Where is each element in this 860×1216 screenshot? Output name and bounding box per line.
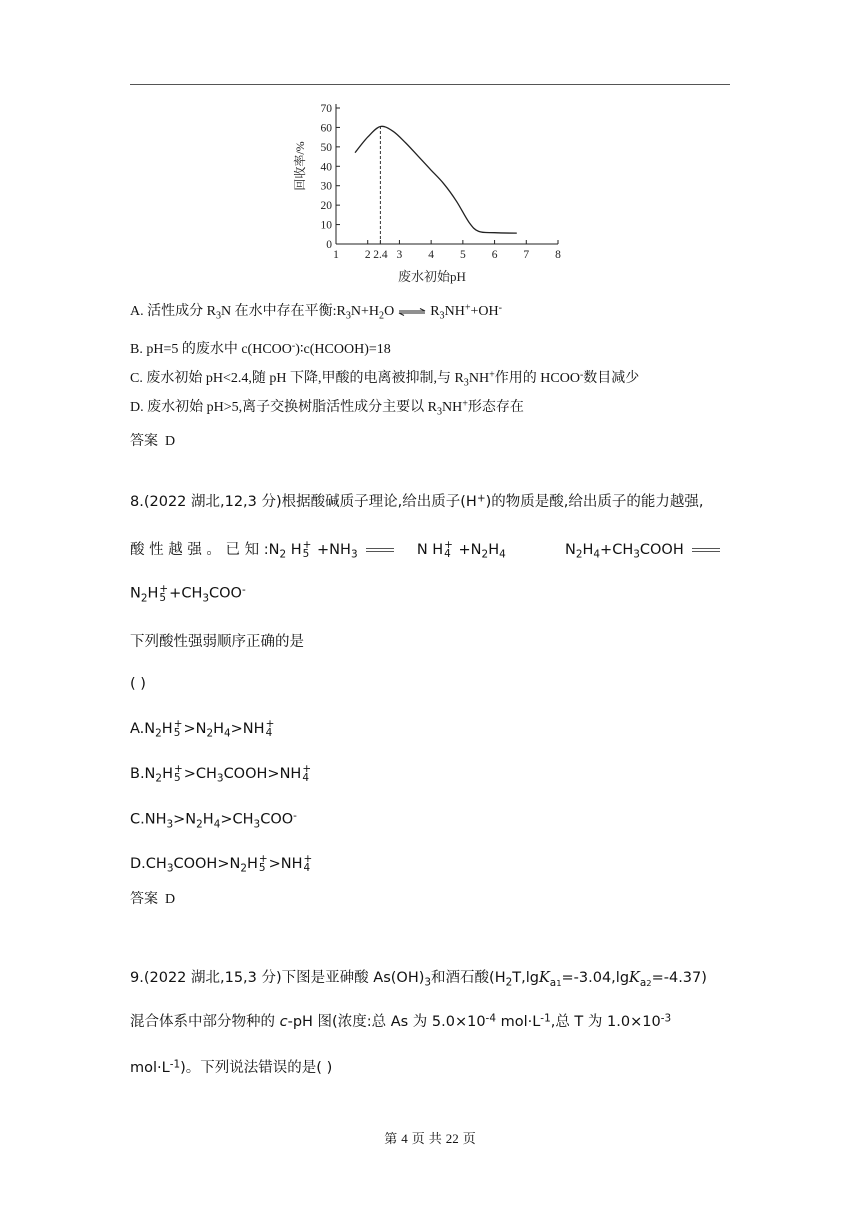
q7-option-c: C. 废水初始 pH<2.4,随 pH 下降,甲酸的电离被抑制,与 $R_3NH^+$作用的 HCOO-数目减少 [130, 369, 640, 389]
header-rule [130, 84, 730, 85]
q8-answer: 答案 D [130, 892, 176, 907]
chart-ticks [321, 103, 562, 261]
q7-option-d: D. 废水初始 pH>5,离子交换树脂活性成分主要以 $R_3NH^+$形态存在 [130, 398, 524, 418]
chart-axes [336, 104, 558, 244]
y-tick-label: 0 [326, 239, 332, 251]
q7-answer: 答案 D [130, 434, 176, 449]
y-tick-label: 70 [320, 103, 332, 115]
y-axis-label: 回收率/% [293, 141, 307, 191]
q8-paren: ( ) [130, 676, 146, 692]
x-tick-label: 7 [523, 249, 530, 261]
q8-stem-line3: $N_2H$ + 5 $+CH_3COO^-$ [130, 582, 246, 605]
recovery-rate-chart [290, 96, 580, 286]
q8-option-b: $B.N_2H$ + 5 $>CH_3COOH>NH$ + 4 [130, 763, 312, 785]
y-tick-label: 60 [320, 122, 332, 135]
q8-option-c: $C.NH_3>N_2H_4>CH_3COO^-$ [130, 810, 297, 831]
q9-stem-line2: 混合体系中部分物种的 c-pH 图(浓度:总 As 为 $5.0\times 10^{-4}$ $mol\cdot L^{-1}$,总 T 为 $1.0\times 10^{-3}$ [130, 1012, 672, 1030]
recovery-rate-line [355, 126, 517, 233]
x-tick-label: 8 [555, 249, 561, 261]
q7-option-b: B. pH=5 的废水中 c(HCOO-)∶c(HCOOH)=18 [130, 340, 391, 357]
chart-series [355, 126, 517, 244]
q9-stem-line3: $mol\cdot L^{-1}$)。下列说法错误的是( ) [130, 1058, 333, 1076]
q8-stem-line1: 8.(2022 湖北,12,3 分)根据酸碱质子理论,给出质子(H+)的物质是酸,给出质子的能力越强, [130, 492, 704, 510]
q7-option-a: A. 活性成分 $R_3N$ 在水中存在平衡$:R_3N+H_2O$ $R_3NH^++OH^-$ [130, 302, 502, 322]
x-tick-label: 2.4 [373, 249, 388, 261]
q8-option-a: $A.N_2H$ + 5 $>N_2H_4>NH$ + 4 [130, 718, 275, 740]
x-axis-label: 废水初始pH [398, 269, 466, 284]
x-tick-label: 4 [428, 249, 435, 261]
q8-stem-line2: 酸 性 越 强 。 已 知 $:N_2$ H + 5 $+NH_3$ N H + 4 $+N_2H_4$ $N_2H_4+CH_3COOH$ [130, 538, 724, 561]
y-tick-label: 40 [320, 161, 332, 174]
q9-stem-line1: 9.(2022 湖北,15,3 分)下图是亚砷酸 $As(OH)_3$和酒石酸$(H_2T,\lg K_{a1}=-3.04,\lg K_{a2}=-4.37)$ [130, 970, 707, 989]
reaction-equals-icon-2 [692, 546, 720, 554]
q8-question: 下列酸性强弱顺序正确的是 [130, 634, 304, 650]
x-tick-label: 5 [459, 249, 466, 261]
x-tick-label: 1 [333, 249, 339, 261]
q8-option-d: $D.CH_3COOH>N_2H$ + 5 >NH + 4 [130, 853, 313, 875]
x-tick-label: 6 [491, 249, 498, 261]
x-tick-label: 3 [396, 249, 403, 261]
y-tick-label: 30 [320, 180, 332, 193]
x-tick-label: 2 [364, 249, 371, 261]
y-tick-label: 10 [320, 219, 332, 232]
y-tick-label: 50 [320, 141, 332, 154]
reaction-equals-icon [366, 546, 394, 554]
y-tick-label: 20 [320, 200, 332, 213]
equilibrium-arrow-icon [398, 308, 426, 316]
page-footer: 第 4 页 共 22 页 [384, 1131, 476, 1146]
